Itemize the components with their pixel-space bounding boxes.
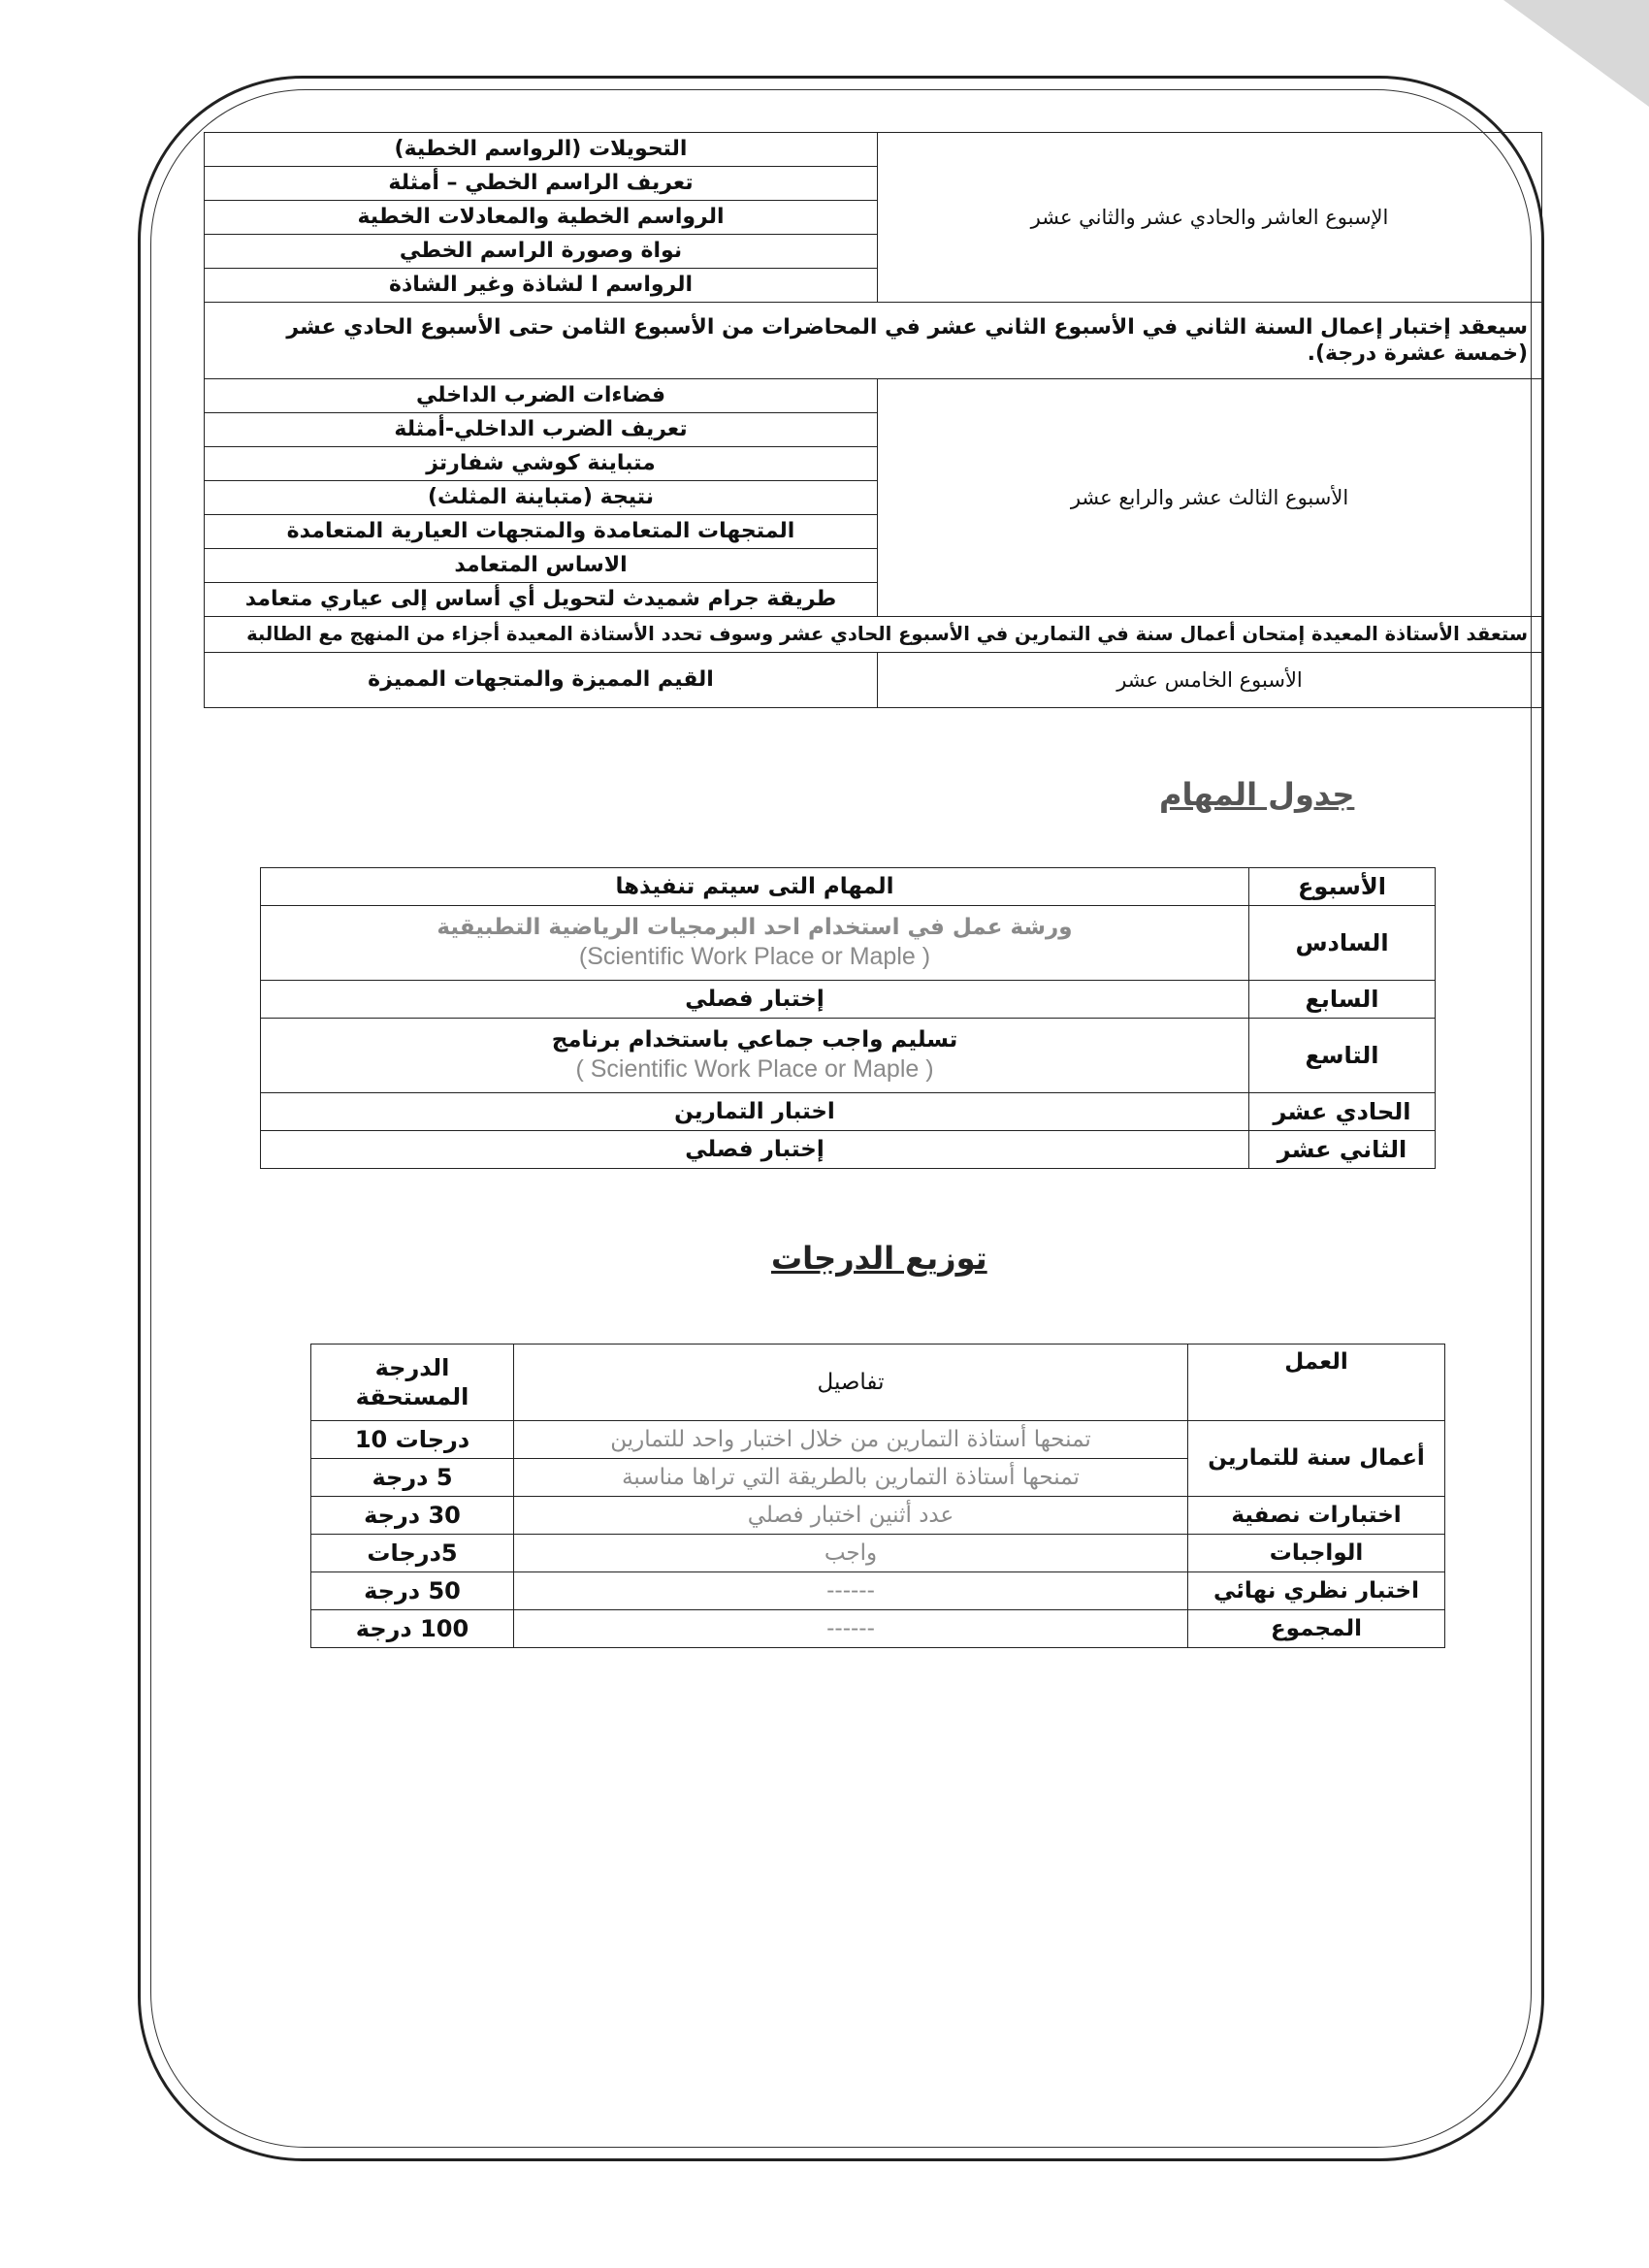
topic-cell: فضاءات الضرب الداخلي xyxy=(205,379,878,413)
column-header-details: تفاصيل xyxy=(514,1345,1188,1421)
topic-cell: القيم المميزة والمتجهات المميزة xyxy=(205,653,878,708)
task-cell xyxy=(261,1019,1249,1093)
topic-cell: نتيجة (متباينة المثلث) xyxy=(205,481,878,515)
detail-cell: ------ xyxy=(514,1610,1188,1648)
work-cell: اختبار نظري نهائي xyxy=(1188,1572,1445,1610)
task-cell: اختبار التمارين xyxy=(261,1093,1249,1131)
syllabus-table xyxy=(204,132,1542,708)
table-row xyxy=(261,981,1436,1019)
grade-cell: 50 درجة xyxy=(311,1572,514,1610)
task-week-cell: الثاني عشر xyxy=(1249,1131,1436,1169)
topic-cell: الرواسم الخطية والمعادلات الخطية xyxy=(205,201,878,235)
column-header-grade: الدرجة المستحقة xyxy=(311,1345,514,1421)
topic-cell: تعريف الراسم الخطي – أمثلة xyxy=(205,167,878,201)
column-header-week: الأسبوع xyxy=(1249,868,1436,906)
table-row xyxy=(205,303,1542,379)
task-cell xyxy=(261,906,1249,981)
task-week-cell: السادس xyxy=(1249,906,1436,981)
topic-cell: التحويلات (الرواسم الخطية) xyxy=(205,133,878,167)
topic-cell: الرواسم ا لشاذة وغير الشاذة xyxy=(205,269,878,303)
work-cell: أعمال سنة للتمارين xyxy=(1188,1421,1445,1497)
page-corner-fold xyxy=(1504,0,1649,107)
detail-cell: واجب xyxy=(514,1535,1188,1572)
table-row xyxy=(311,1421,1445,1459)
grade-cell: 30 درجة xyxy=(311,1497,514,1535)
tasks-heading: جدول المهام xyxy=(1159,776,1355,813)
task-cell: إختبار فصلي xyxy=(261,1131,1249,1169)
table-row xyxy=(311,1497,1445,1535)
table-row xyxy=(205,133,1542,167)
table-row xyxy=(261,1131,1436,1169)
grade-cell: 100 درجة xyxy=(311,1610,514,1648)
detail-cell: عدد أثنين اختبار فصلي xyxy=(514,1497,1188,1535)
table-row xyxy=(261,906,1436,981)
table-row xyxy=(205,379,1542,413)
table-row xyxy=(205,617,1542,653)
topic-cell: المتجهات المتعامدة والمتجهات العيارية المتعامدة xyxy=(205,515,878,549)
table-row xyxy=(261,1019,1436,1093)
week-cell: الإسبوع العاشر والحادي عشر والثاني عشر xyxy=(878,133,1542,303)
table-row xyxy=(311,1610,1445,1648)
work-cell: الواجبات xyxy=(1188,1535,1445,1572)
table-row xyxy=(205,653,1542,708)
detail-cell: تمنحها أستاذة التمارين من خلال اختبار واحد للتمارين xyxy=(514,1421,1188,1459)
week-cell: الأسبوع الخامس عشر xyxy=(878,653,1542,708)
topic-cell: الاساس المتعامد xyxy=(205,549,878,583)
task-software-text: ( Scientific Work Place or Maple ) xyxy=(575,1054,934,1083)
task-cell: إختبار فصلي xyxy=(261,981,1249,1019)
week-cell: الأسبوع الثالث عشر والرابع عشر xyxy=(878,379,1542,617)
grade-cell: 10 درجات xyxy=(311,1421,514,1459)
exam-note: ستعقد الأستاذة المعيدة إمتحان أعمال سنة في التمارين في الأسبوع الحادي عشر وسوف تحدد الأستاذة المعيدة أجزاء من المنهج مع الطالبة xyxy=(205,617,1542,653)
task-software-text: (Scientific Work Place or Maple ) xyxy=(578,942,931,970)
topic-cell: نواة وصورة الراسم الخطي xyxy=(205,235,878,269)
grades-table xyxy=(310,1344,1445,1648)
topic-cell: تعريف الضرب الداخلي-أمثلة xyxy=(205,413,878,447)
tasks-table xyxy=(260,867,1436,1169)
task-text: تسليم واجب جماعي باستخدام برنامج xyxy=(551,1027,958,1053)
grade-cell: 5 درجة xyxy=(311,1459,514,1497)
work-cell: اختبارات نصفية xyxy=(1188,1497,1445,1535)
grade-cell: 5درجات xyxy=(311,1535,514,1572)
detail-cell: تمنحها أستاذة التمارين بالطريقة التي تراها مناسبة xyxy=(514,1459,1188,1497)
detail-cell: ------ xyxy=(514,1572,1188,1610)
task-week-cell: السابع xyxy=(1249,981,1436,1019)
task-text: ورشة عمل في استخدام احد البرمجيات الرياضية التطبيقية xyxy=(436,915,1073,940)
topic-cell: متباينة كوشي شفارتز xyxy=(205,447,878,481)
exam-note: سيعقد إختبار إعمال السنة الثاني في الأسبوع الثاني عشر في المحاضرات من الأسبوع الثامن حتى الأسبوع الحادي عشر (خمسة عشرة درجة). xyxy=(205,303,1542,379)
table-header-row xyxy=(311,1345,1445,1421)
table-row xyxy=(311,1572,1445,1610)
task-week-cell: التاسع xyxy=(1249,1019,1436,1093)
grades-heading: توزيع الدرجات xyxy=(771,1240,987,1277)
table-row xyxy=(261,1093,1436,1131)
work-cell: المجموع xyxy=(1188,1610,1445,1648)
task-week-cell: الحادي عشر xyxy=(1249,1093,1436,1131)
topic-cell: طريقة جرام شميدث لتحويل أي أساس إلى عياري متعامد xyxy=(205,583,878,617)
column-header-work: العمل xyxy=(1188,1345,1445,1421)
table-header-row xyxy=(261,868,1436,906)
column-header-task: المهام التى سيتم تنفيذها xyxy=(261,868,1249,906)
table-row xyxy=(311,1535,1445,1572)
